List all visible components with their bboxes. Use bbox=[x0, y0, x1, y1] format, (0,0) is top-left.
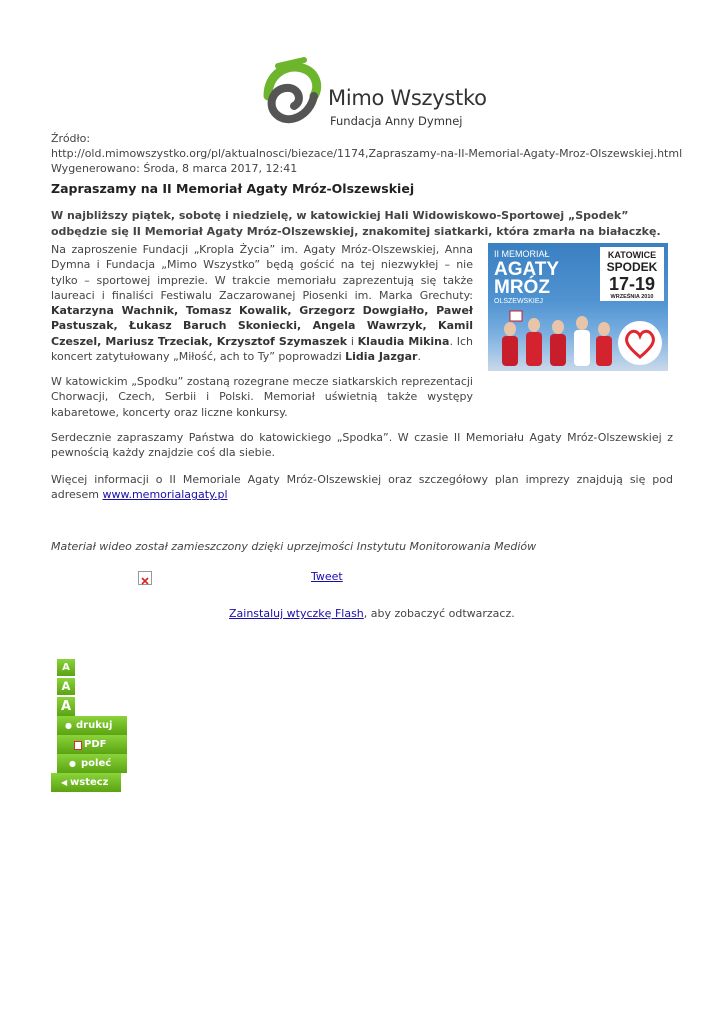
more-info-text: Więcej informacji o II Memoriale Agaty Mróz-Olszewskiej oraz szczegółowy plan imprezy znajdują się pod adresem bbox=[51, 473, 673, 502]
pdf-label: PDF bbox=[84, 739, 107, 750]
tweet-link[interactable]: Tweet bbox=[311, 570, 343, 583]
generated-date: Wygenerowano: Środa, 8 marca 2017, 12:41 bbox=[51, 162, 298, 175]
source-label: Źródło: bbox=[51, 132, 91, 145]
pdf-button[interactable] bbox=[57, 735, 127, 754]
event-poster-graphic bbox=[488, 243, 668, 371]
recommend-icon: ● bbox=[69, 759, 76, 768]
print-label: drukuj bbox=[76, 720, 113, 731]
article-title: Zapraszamy na II Memoriał Agaty Mróz-Olszewskiej bbox=[51, 181, 415, 196]
p1-conj: i bbox=[347, 334, 358, 348]
performers-names: Katarzyna Wachnik, Tomasz Kowalik, Grzegorz Dowgiałło, Paweł Pastuszak, Łukasz Baruch Skoniecki, Angela Wawrzyk, Kamil Czeszel, Mariusz Trzeciak, Krzysztof Szymaszek bbox=[51, 304, 473, 348]
poster-line4: OLSZEWSKIEJ bbox=[494, 298, 544, 305]
source-url: http://old.mimowszystko.org/pl/aktualnosci/biezace/1174,Zapraszamy-na-II-Memorial-Agaty-Mroz-Olszewskiej.html bbox=[51, 147, 683, 160]
memorial-link[interactable]: www.memorialagaty.pl bbox=[102, 488, 228, 502]
article-lead: W najbliższy piątek, sobotę i niedzielę, w katowickiej Hali Widowiskowo-Sportowej „Spodek” odbędzie się II Memoriał Agaty Mróz-Olszewskiej, znakomitej siatkarki, która zmarła na białaczkę. bbox=[51, 209, 661, 238]
performer-name-last: Klaudia Mikina bbox=[357, 334, 450, 348]
font-medium-label: A bbox=[61, 679, 71, 693]
poster-venue: SPODEK bbox=[606, 260, 658, 274]
flash-notice-text: , aby zobaczyć odtwarzacz. bbox=[363, 607, 515, 620]
back-arrow-icon: ◀ bbox=[61, 778, 68, 787]
back-label: wstecz bbox=[70, 777, 109, 788]
font-size-large-button[interactable] bbox=[57, 697, 75, 716]
recommend-button[interactable] bbox=[57, 754, 127, 773]
brand-subtitle: Fundacja Anny Dymnej bbox=[330, 114, 463, 128]
font-large-label: A bbox=[60, 699, 72, 714]
logo-spiral-icon bbox=[258, 56, 324, 136]
poster-line3: MRÓZ bbox=[494, 277, 550, 298]
poster-line2: AGATY bbox=[494, 259, 560, 280]
logo bbox=[258, 56, 487, 136]
paragraph-invitation bbox=[51, 242, 473, 364]
print-icon: ● bbox=[65, 721, 72, 730]
paragraph-more-info bbox=[51, 472, 673, 503]
poster-month: WRZEŚNIA 2010 bbox=[610, 294, 654, 300]
flash-notice bbox=[229, 607, 515, 620]
broken-image-icon bbox=[138, 571, 152, 585]
paragraph-matches: W katowickim „Spodku” zostaną rozegrane mecze siatkarskich reprezentacji Chorwacji, Czech, Serbii i Polski. Memoriał uświetnią także występy kabaretowe, koncerty oraz liczne konkursy. bbox=[51, 375, 473, 419]
paragraph-invite: Serdecznie zapraszamy Państwa do katowickiego „Spodka”. W czasie II Memoriału Agaty Mróz-Olszewskiej z pewnością każdy znajdzie coś dla siebie. bbox=[51, 431, 673, 460]
players-illustration bbox=[502, 311, 612, 366]
poster-city: KATOWICE bbox=[607, 250, 657, 260]
font-size-small-button[interactable] bbox=[57, 659, 75, 676]
p1-concert: . Ich koncert zatytułowany „Miłość, ach to Ty” poprowadzi bbox=[51, 334, 473, 364]
print-button[interactable] bbox=[57, 716, 127, 735]
poster-dates: 17-19 bbox=[608, 274, 656, 294]
host-name: Lidia Jazgar bbox=[345, 350, 418, 364]
pdf-icon bbox=[74, 741, 82, 750]
recommend-label: poleć bbox=[81, 758, 112, 769]
font-size-medium-button[interactable] bbox=[57, 678, 75, 695]
poster-line1: II MEMORIAŁ bbox=[494, 249, 550, 259]
p1-text: Na zaproszenie Fundacji „Kropla Życia” im. Agaty Mróz-Olszewskiej, Anna Dymna i Fundacja „Mimo Wszystko” będą gościć na tej niezwykłej – nie tylko – sportowej imprezie. W trakcie memoriału zaprezentują się także laureaci i finaliści Festiwalu Zaczarowanej Piosenki im. Marka Grechuty: bbox=[51, 243, 473, 302]
install-flash-link[interactable]: Zainstaluj wtyczkę Flash bbox=[229, 607, 364, 620]
event-poster-image bbox=[488, 243, 668, 371]
video-note: Materiał wideo został zamieszczony dzięki uprzejmości Instytutu Monitorowania Mediów bbox=[51, 540, 537, 553]
back-button[interactable] bbox=[51, 773, 121, 792]
p1-end: . bbox=[417, 350, 421, 364]
brand-name: Mimo Wszystko bbox=[328, 86, 487, 110]
font-small-label: A bbox=[62, 662, 70, 673]
